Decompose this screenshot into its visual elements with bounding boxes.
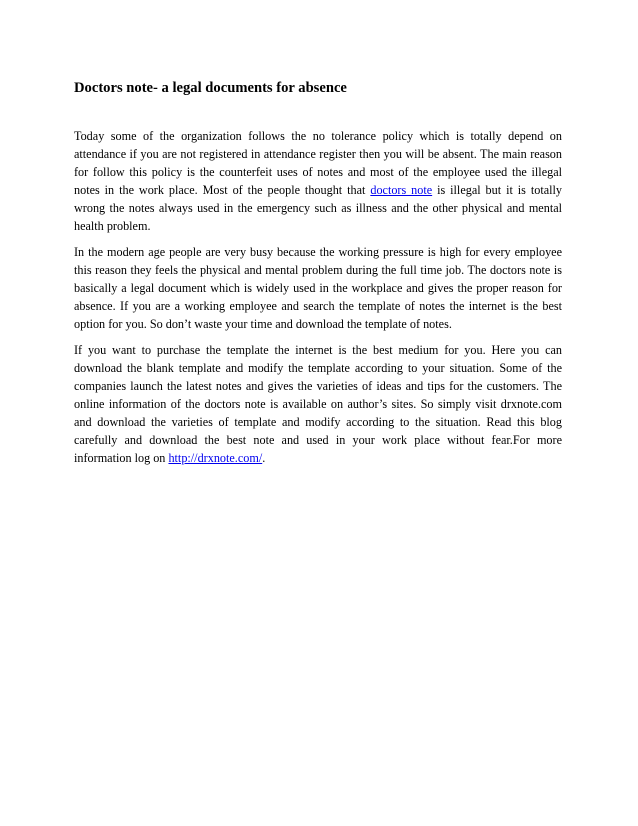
paragraph-2: In the modern age people are very busy because the working pressure is high for every employee this reason they feels the physical and mental problem during the full time job. The doctors note is basically a legal document which is widely used in the workplace and gives the proper reason for absence. If you are a working employee and search the template of notes the internet is the best option for you. So don’t waste your time and download the template of notes. bbox=[74, 245, 562, 331]
document-page bbox=[74, 78, 562, 475]
paragraph-1 bbox=[74, 127, 562, 235]
document-title: Doctors note- a legal documents for absence bbox=[74, 80, 347, 96]
paragraph-1-text-after: is illegal but it is totally wrong the notes always used in the emergency such as illness and the other physical and mental health problem. bbox=[74, 183, 562, 233]
drxnote-url-link[interactable]: http://drxnote.com/ bbox=[168, 451, 263, 465]
paragraph-1-text-before: Today some of the organization follows the no tolerance policy which is totally depend on attendance if you are not registered in attendance register then you will be absent. The main reason for follow this policy is the counterfeit uses of notes and most of the employee used the illegal notes in the work place. Most of the people thought that bbox=[74, 129, 562, 197]
paragraph-3-text-after: . bbox=[262, 451, 266, 465]
doctors-note-link[interactable]: doctors note bbox=[370, 183, 433, 197]
paragraph-3-text-before: If you want to purchase the template the internet is the best medium for you. Here you can download the blank template and modify the template according to your situation. Some of the companies launch the latest notes and gives the varieties of ideas and tips for the customers. The online information of the doctors note is available on author’s sites. So simply visit drxnote.com and download the varieties of template and modify according to the situation. Read this blog carefully and download the best note and used in your work place without fear.For more information log on bbox=[74, 343, 562, 465]
paragraph-3 bbox=[74, 341, 562, 467]
